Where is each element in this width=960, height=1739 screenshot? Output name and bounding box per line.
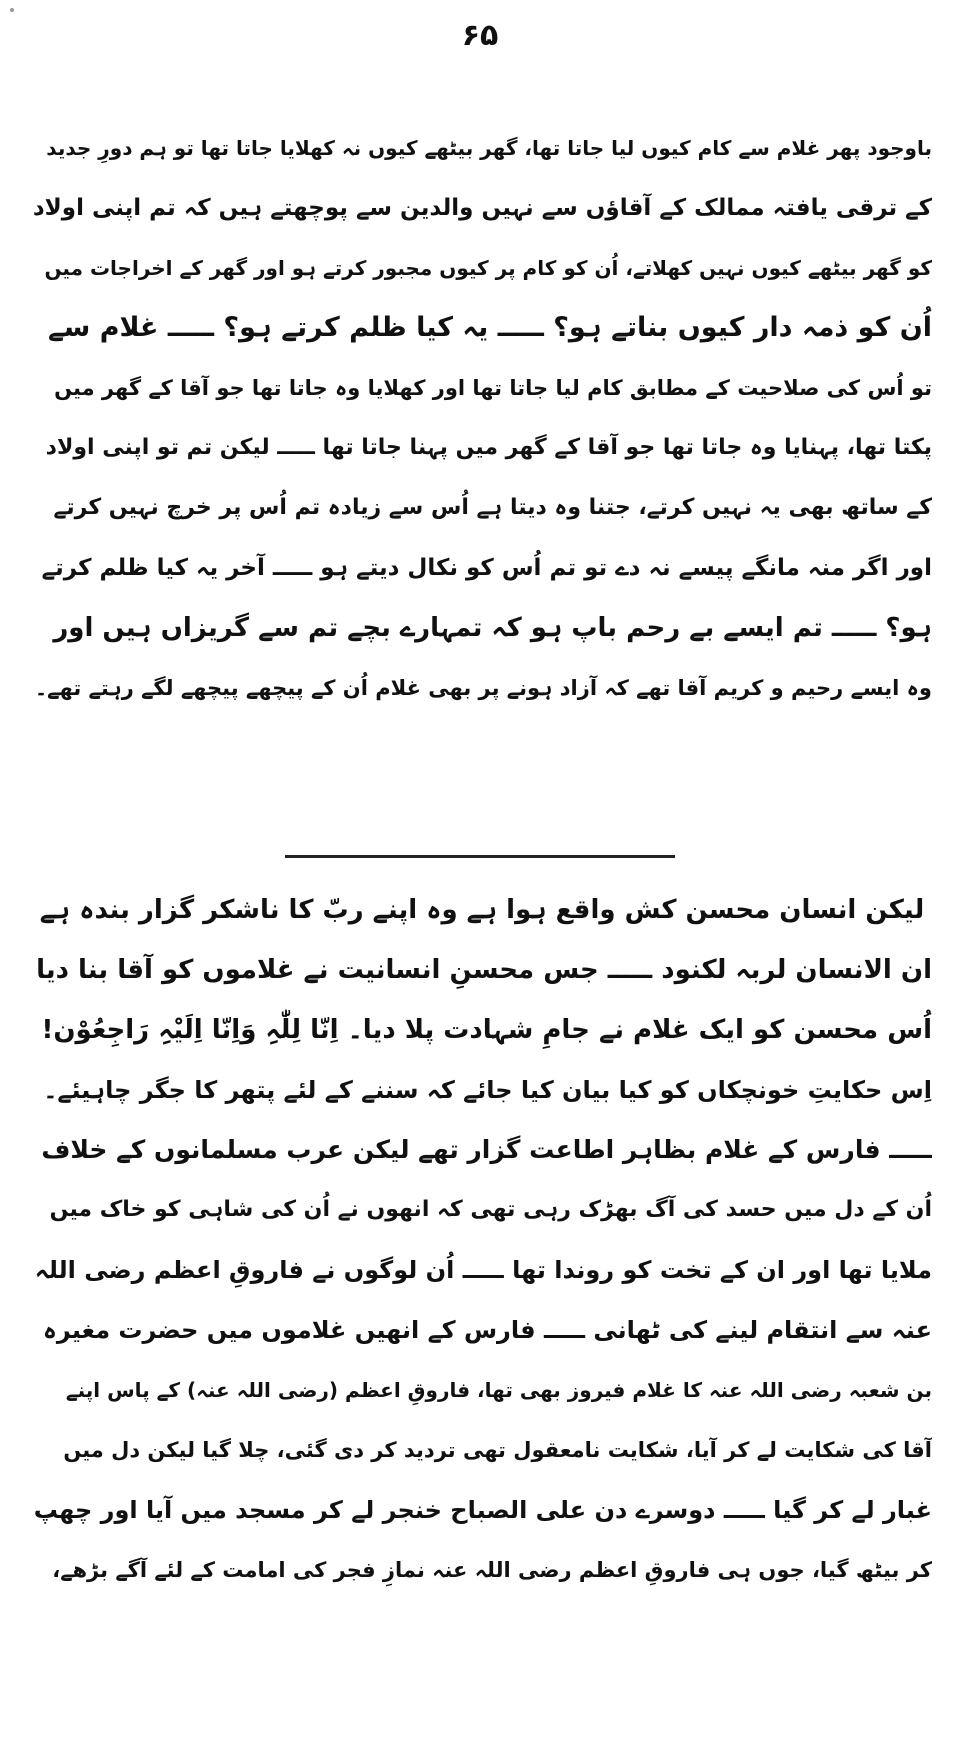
text-line: اُن کے دل میں حسد کی آگ بھڑک رہی تھی کہ انھوں نے اُن کی شاہی کو خاک میں <box>49 1197 932 1222</box>
verse-line: لیکن انسان محسن کش واقع ہوا ہے وہ اپنے ربّ کا ناشکر گزار بندہ ہے <box>39 895 925 925</box>
paragraph-block-1 <box>32 118 932 718</box>
text-line: اُن کو ذمہ دار کیوں بناتے ہو؟ ـــــ یہ کیا ظلم کرتے ہو؟ ـــــ غلام سے <box>47 312 932 343</box>
text-line: تو اُس کی صلاحیت کے مطابق کام لیا جاتا تھا اور کھلایا وہ جاتا تھا جو آقا کے گھر میں <box>54 376 932 400</box>
paragraph-block-2 <box>32 880 932 1600</box>
text-line: آقا کی شکایت لے کر آیا، شکایت نامعقول تھی تردید کر دی گئی، چلا گیا لیکن دل میں <box>63 1438 932 1462</box>
text-line: پکتا تھا، پہنایا وہ جاتا تھا جو آقا کے گھر میں پہنا جاتا تھا ـــــ لیکن تم تو اپنی اولاد <box>45 435 932 460</box>
text-line: بن شعبہ رضی اللہ عنہ کا غلام فیروز بھی تھا، فاروقِ اعظم (رضی اللہ عنہ) کے پاس اپنے <box>65 1378 932 1402</box>
text-line: کو گھر بیٹھے کیوں نہیں کھلاتے، اُن کو کام پر کیوں مجبور کرتے ہو اور گھر کے اخراجات میں <box>44 256 932 280</box>
text-line: عنہ سے انتقام لینے کی ٹھانی ـــــ فارس کے انھیں غلاموں میں حضرت مغیرہ <box>42 1316 932 1344</box>
text-line: باوجود پھر غلام سے کام کیوں لیا جاتا تھا، گھر بیٹھے کیوں نہ کھلایا جاتا تھا تو ہم دورِ جدید <box>46 136 932 160</box>
text-line: ان الانسان لربہ لکنود ـــــ جس محسنِ انسانیت نے غلاموں کو آقا بنا دیا <box>36 955 932 985</box>
text-line: ہو؟ ـــــ تم ایسے بے رحم باپ ہو کہ تمہارے بچے تم سے گریزاں ہیں اور <box>53 613 932 643</box>
page-number: ۶۵ <box>461 18 499 53</box>
text-line: ـــــ فارس کے غلام بظاہر اطاعت گزار تھے لیکن عرب مسلمانوں کے خلاف <box>41 1135 932 1164</box>
text-line: کر بیٹھ گیا، جوں ہی فاروقِ اعظم رضی اللہ عنہ نمازِ فجر کی امامت کے لئے آگے بڑھے، <box>52 1558 932 1582</box>
scan-speck <box>10 8 14 12</box>
text-line: غبار لے کر گیا ـــــ دوسرے دن علی الصباح خنجر لے کر مسجد میں آیا اور چھپ <box>33 1496 932 1524</box>
section-divider <box>285 855 675 858</box>
text-line: کے ترقی یافتہ ممالک کے آقاؤں سے نہیں والدین سے پوچھتے ہیں کہ تم اپنی اولاد <box>32 195 932 221</box>
text-line: اور اگر منہ مانگے پیسے نہ دے تو تم اُس کو نکال دیتے ہو ـــــ آخر یہ کیا ظلم کرتے <box>41 555 932 581</box>
text-line: کے ساتھ بھی یہ نہیں کرتے، جتنا وہ دیتا ہے اُس سے زیادہ تم اُس پر خرچ نہیں کرتے <box>53 495 932 520</box>
text-line: اُس محسن کو ایک غلام نے جامِ شہادت پلا دیا۔ اِنّا لِلّٰہِ وَاِنّا اِلَیْہِ رَاجِعُوْن! <box>41 1015 932 1045</box>
text-line: اِس حکایتِ خونچکاں کو کیا بیان کیا جائے کہ سننے کے لئے پتھر کا جگر چاہیئے۔ <box>43 1076 932 1104</box>
text-line: ملایا تھا اور ان کے تخت کو روندا تھا ـــــ اُن لوگوں نے فاروقِ اعظم رضی اللہ <box>34 1256 932 1284</box>
text-line: وہ ایسے رحیم و کریم آقا تھے کہ آزاد ہونے پر بھی غلام اُن کے پیچھے پیچھے لگے رہتے تھے۔ <box>34 676 932 700</box>
